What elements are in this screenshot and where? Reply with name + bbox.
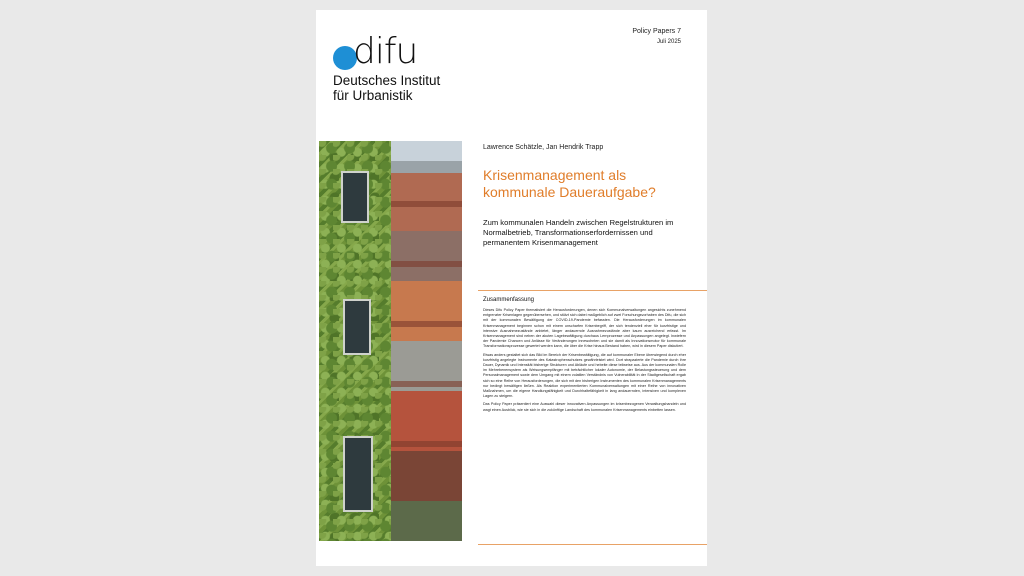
summary-body: [483, 308, 686, 416]
institute-name: [333, 73, 440, 103]
authors: Lawrence Schätzle, Jan Hendrik Trapp: [483, 144, 604, 151]
summary-heading: Zusammenfassung: [483, 297, 535, 303]
roof-line: [391, 201, 462, 207]
cover-photo: [319, 141, 462, 541]
roof-line: [391, 441, 462, 447]
document-subtitle: Zum kommunalen Handeln zwischen Regelstrukturen im Normalbetrieb, Transformationserfordernissen und permanentem Krisenmanagement: [483, 218, 674, 247]
roof-line: [391, 261, 462, 267]
divider-top: [478, 290, 707, 291]
series-date: Juli 2025: [656, 39, 681, 45]
document-title: Krisenmanagement als kommunale Daueraufgabe?: [483, 167, 656, 200]
summary-paragraph: Dieses Difu Policy Paper thematisiert die Herausforderungen, denen sich Kommunalverwaltungen angesichts zunehmend entgrenzter Krisenlagen gegenübersehen, und stützt sich dabei maßgeblich auf zwei Forschungsvorhaben des Difu, die sich mit der kommunalen Bewältigung der COVID-19-Pandemie befassten. Die Herausforderungen im kommunalen Krisenmanagement beginnen schon mit einem unscharfen Krisenbegriff, der sich tendenziell eher für kurzfristige und intensive Ausnahmezustände anbietet, länger andauernde Ausnahmezustände aber kaum ausreichend erfasst. Im Krisenmanagement sind neben der akuten Lagebewältigung durchaus Lernprozesse und Anpassungen angelegt. Inwiefern der Pandemie Chancen und Anlässe für Veränderungen innewohnten und sie damit als Innovationsmotor für kommunale Transformationsprozesse gewertet werden kann, die über die Krise hinaus Bestand haben, wird in diesem Paper diskutiert.: [483, 308, 686, 349]
window-image: [343, 299, 371, 355]
roof-line: [391, 381, 462, 387]
roof-line: [391, 321, 462, 327]
series-info: [632, 27, 681, 47]
logo-wordmark: difu: [353, 31, 418, 72]
window-image: [341, 171, 369, 223]
window-image: [343, 436, 373, 512]
institute-name-line2: für Urbanistik: [333, 88, 413, 103]
divider-bottom: [478, 544, 707, 545]
summary-paragraph: Das Policy Paper präsentiert eine Auswahl dieser innovativen Anpassungen im krisenbezogenen Verwaltungshandeln und wagt einen Ausblick, wie sie sich in die zukünftige Landschaft des kommunalen Krisenmanagements einbetten lassen.: [483, 402, 686, 412]
series-label: Policy Papers 7: [632, 28, 681, 35]
document-cover-page: [316, 10, 707, 566]
summary-paragraph: Etwas anders gestaltet sich das Bild im Bereich der Krisenbewältigung, die auf kommunaler Ebene überwiegend durch eher kurzfristig angelegte Instrumente des Katastrophenschutzes gewährleistet wird. Dort strapazierte die Pandemie durch ihre Dauer, Dynamik und Intensität bisherige Strukturen und Abläufe und hebelte diese teilweise aus. Aus der kommunalen Rolle im Mehrebenensystem als Weisungsempfänger mit beträchtlicher lokaler Autonomie, der Belastungssteuerung und dem Personalmanagement sowie dem Umgang mit einem volatilen Verständnis von Vulnerabilität in der Stadtgesellschaft ergab sich so eine Reihe von Herausforderungen, die sich mit den bisherigen Instrumenten des kommunalen Krisenmanagements nur bedingt bewältigen ließen. Als Reaktion experimentierten Kommunalverwaltungen mit einer Reihe von innovativen Maßnahmen, um die eigene Handlungsfähigkeit und Durchhaltefähigkeit in lang andauernden, intensiven und komplexen Lagen zu steigern.: [483, 352, 686, 399]
institute-name-line1: Deutsches Institut: [333, 73, 441, 88]
